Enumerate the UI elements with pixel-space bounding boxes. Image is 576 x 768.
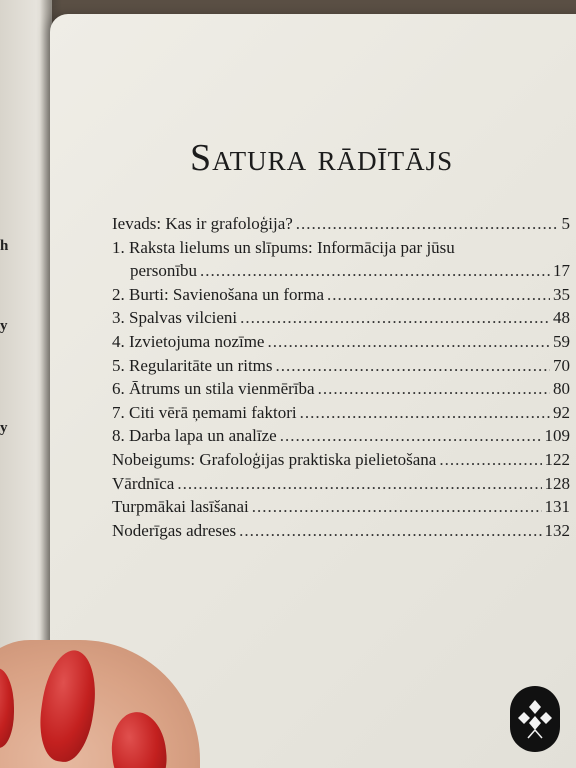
toc-entry-title: 7. Citi vērā ņemami faktori	[112, 402, 297, 422]
toc-page-number: 80	[553, 379, 570, 399]
toc-entry-title: 8. Darba lapa un analīze	[112, 426, 277, 446]
toc-entry	[112, 261, 570, 285]
dot-leader	[296, 214, 559, 234]
toc-page-number: 132	[544, 520, 570, 540]
toc-entry	[112, 238, 570, 262]
watermark-logo	[510, 686, 560, 752]
page-title: Satura rādītājs	[190, 137, 454, 179]
toc-entry	[112, 332, 570, 356]
dot-leader	[239, 521, 541, 541]
dot-leader	[252, 497, 542, 517]
left-page-glyph: h	[0, 238, 9, 254]
toc-entry	[112, 356, 570, 380]
dot-leader	[177, 474, 541, 494]
toc-entry-title: 2. Burti: Savienošana un forma	[112, 284, 324, 304]
toc-entry-title: Vārdnīca	[112, 473, 175, 493]
toc-page-number: 48	[553, 308, 570, 328]
left-page-glyph: y	[0, 318, 8, 334]
dot-leader	[240, 308, 550, 328]
toc-entry-title: 1. Raksta lielums un slīpums: Informācija par jūsu	[112, 237, 455, 257]
toc-entry	[112, 403, 570, 427]
toc-entry	[112, 214, 570, 238]
dot-leader	[300, 403, 550, 423]
dot-leader	[276, 356, 550, 376]
toc-entry-title: Nobeigums: Grafoloģijas praktiska pielietošana	[112, 449, 437, 469]
toc-page-number: 5	[561, 214, 570, 233]
dot-leader	[280, 426, 542, 446]
dot-leader	[267, 332, 550, 352]
toc-page-number: 92	[553, 402, 570, 422]
toc-page-number: 109	[544, 426, 570, 446]
toc-entry-title: Turpmākai lasīšanai	[112, 497, 249, 517]
diamond-logo-icon	[510, 686, 560, 752]
toc-entry	[112, 285, 570, 309]
dot-leader	[439, 450, 541, 470]
toc-entry-title: Noderīgas adreses	[112, 520, 237, 540]
toc-page-number: 70	[553, 355, 570, 375]
dot-leader	[318, 379, 550, 399]
toc-page-number: 131	[544, 497, 570, 517]
toc-entry	[112, 521, 570, 545]
toc-entry-title: personību	[130, 261, 198, 281]
table-of-contents	[112, 214, 570, 544]
dot-leader	[327, 285, 550, 305]
toc-page-number: 128	[544, 473, 570, 493]
toc-page-number: 59	[553, 331, 570, 351]
toc-entry	[112, 308, 570, 332]
toc-entry-title: 5. Regularitāte un ritms	[112, 355, 273, 375]
dot-leader	[200, 261, 550, 281]
toc-entry-title: 6. Ātrums un stila vienmērība	[112, 379, 315, 399]
toc-entry	[112, 497, 570, 521]
toc-page-number: 17	[553, 261, 570, 281]
toc-entry	[112, 426, 570, 450]
toc-entry-title: 4. Izvietojuma nozīme	[112, 331, 265, 351]
toc-entry	[112, 450, 570, 474]
toc-entry-title: Ievads: Kas ir grafoloģija?	[112, 214, 293, 233]
left-page-glyph: y	[0, 420, 8, 436]
toc-entry	[112, 379, 570, 403]
toc-page-number: 122	[544, 449, 570, 469]
toc-page-number: 35	[553, 284, 570, 304]
toc-entry-title: 3. Spalvas vilcieni	[112, 308, 238, 328]
toc-entry	[112, 474, 570, 498]
